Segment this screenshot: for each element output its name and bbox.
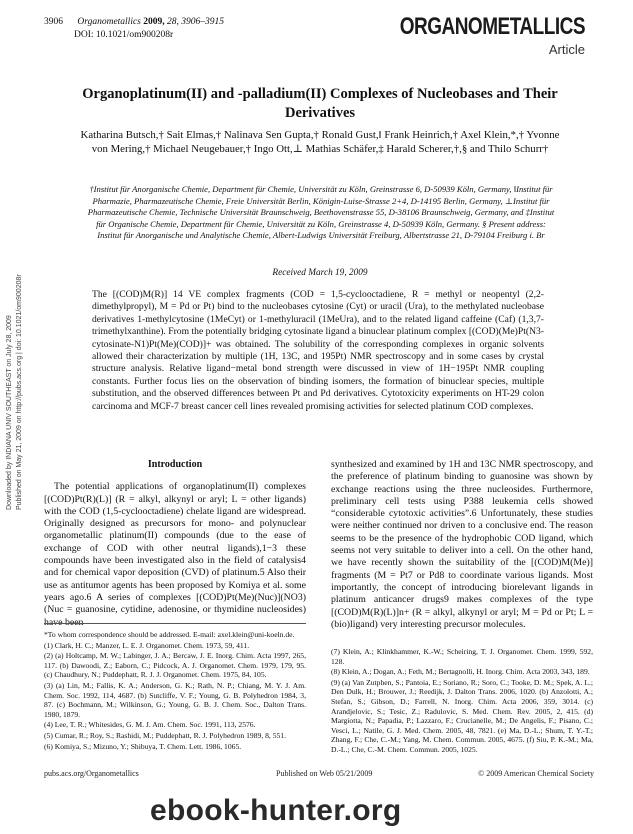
author-list: Katharina Butsch,† Sait Elmas,† Nalinava Sen Gupta,† Ronald Gust,‖ Frank Heinrich,† Axel Klein,*,† Yvonne von Mering,† Michael Neugebauer,† Ingo Ott,⊥ Mathias Schäfer,‡ Harald Scherer,†,§ and Thilo Schurr† [80, 129, 560, 155]
section-heading: Introduction [147, 459, 203, 470]
page-footer [44, 769, 594, 781]
journal-name: Organometallics [77, 17, 141, 27]
article-type: Article [548, 42, 585, 57]
volume-pages: 28, 3906–3915 [167, 17, 225, 27]
footnote[interactable]: (7) Klein, A.; Klinkhammer, K.-W.; Scheiring, T. J. Organomet. Chem. 1999, 592, 128. [331, 647, 593, 666]
download-sidebar [2, 262, 30, 512]
publish-line[interactable]: Published on May 21, 2009 on http://pubs.acs.org | doi: 10.1021/om900208r [16, 274, 23, 510]
footnote[interactable]: (4) Lee, T. R.; Whitesides, G. M. J. Am. Chem. Soc. 1991, 113, 2576. [44, 720, 256, 730]
footnote[interactable]: (5) Cumar, R.; Roy, S.; Rashidi, M.; Puddephatt, R. J. Polyhedron 1989, 8, 551. [44, 730, 286, 740]
received-date: Received March 19, 2009 [272, 268, 368, 278]
watermark-text: ebook-hunter.org [150, 794, 402, 827]
doi[interactable]: DOI: 10.1021/om900208r [74, 30, 174, 40]
intro-paragraph-right: synthesized and examined by 1H and 13C NMR spectroscopy, and the preference of platinum binding to guanosine was shown by exchange reactions using the three nucleosides. Furthermore, preliminary cell tests using P388 leukemia cells showed “considerable cytotoxic activities”.6 Unfortunately, these studies were neither continued nor driven to a conclusive end. The reason seems to be the presence of the hydrophobic COD ligand, which seems not very suitable to deliver into a cell. On the other hand, we have recently shown the suitability of the [(COD)M(Me)] fragments (M = Pt7 or Pd8 to coordinate various ligands. Most importantly, the concept of introducing biorelevant ligands in platinum anticancer drugs9 makes complexes of the type [(COD)M(R)(L)]n+ (R = alkyl, alkynyl or aryl; M = Pd or Pt; L = (bio)ligand) very interesting precursor molecules. [331, 459, 593, 630]
journal-year: 2009, [143, 17, 165, 27]
footnote: (6) Komiya, S.; Mizuno, Y.; Shibuya, T. Chem. Lett. 1986, 1065. [44, 741, 242, 751]
footnote: (8) Klein, A.; Dogan, A.; Feth, M.; Bertagnolli, H. Inorg. Chim. Acta 2003, 343, 189. [331, 667, 590, 677]
running-header [44, 16, 224, 42]
download-line: Downloaded by INDIANA UNIV SOUTHEAST on July 28, 2009 [6, 315, 13, 510]
intro-right-column [331, 459, 593, 631]
journal-logo: ORGANOMETALLICS [399, 14, 585, 41]
affiliations: †Institut für Anorganische Chemie, Department für Chemie, Universität zu Köln, Greinstrasse 6, D-50939 Köln, Germany, ‖Institut für Pharmazie, Pharmazeutische Chemie, Freie Universität Berlin, Königin-Luise-Strasse 2+4, D-14195 Berlin, Germany, ⊥Institut für Pharmazeutische Chemie, Technische Universität Braunschweig, Beethovenstrasse 55, D-38106 Braunschweig, Germany, and ‡Institut für Organische Chemie, Department für Chemie, Universität zu Köln, Greinstrasse 4, D-50939 Köln, Germany. § Present address: Institut für Anorganische und Analytische Chemie, Albert-Ludwigs Universität Freiburg, Albertstrasse 21, D-79104 Freiburg i. Br [87, 184, 555, 240]
intro-paragraph-left: The potential applications of organoplatinum(II) complexes [(COD)Pt(R)(L)] (R = alkyl, alkynyl or aryl; L = other ligands) with the COD (1,5-cyclooctadiene) chelate ligand are widespread. Originally designed as precursors for mono- and polynuclear organometallic platinum(II) compounds (due to the ease of exchange of COD with other neutral ligands),1−3 these compounds have been investigated also in the field of catalysis4 and for chemical vapor deposition (CVD) of platinum.5 Also their use as antitumor agents has been proposed by Komiya et al. some years ago.6 A series of complexes [(COD)Pt(Me)(Nuc)](NO3) (Nuc = guanosine, cytidine, adenosine, or thymidine nucleosides) have been [44, 481, 306, 628]
footnote[interactable]: (1) Clark, H. C.; Manzer, L. E. J. Organomet. Chem. 1973, 59, 411. [44, 640, 250, 650]
footnotes-right [331, 641, 593, 756]
footnotes-left [44, 623, 306, 752]
journal-url[interactable]: pubs.acs.org/Organometallics [44, 769, 139, 778]
footnote[interactable]: *To whom correspondence should be addressed. E-mail: axel.klein@uni-koeln.de. [44, 630, 295, 639]
web-publication-date: Published on Web 05/21/2009 [276, 769, 373, 778]
abstract: The [(COD)M(R)] 14 VE complex fragments (COD = 1,5-cyclooctadiene, R = methyl or neopentyl (2,2-dimethylpropyl), M = Pd or Pt) bind to the nucleobases cytosine (Cyt) or uracil (Ura), to the methylated nucleobase derivatives 1-methylcytosine (1MeCyt) or 1-methyluracil (1MeUra), and to the related ligand caffeine (Caf) (1,3,7-trimethylxanthine). From the potentially bridging cytosinate ligand a binuclear platinum complex [(COD)(Me)Pt(N3-cytosinate-N1)Pt(Me)(COD)]+ was obtained. The solubility of the corresponding complexes in organic solvents allowed their characterization by multiple (1H, 13C, and 195Pt) NMR spectroscopy and in some cases by crystal structure analysis. Relative ligand−metal bond strength were discussed in view of 1H−195Pt NMR coupling constants. Further focus lies on the observation of binding isomers, the formation of binuclear species, multiple substitution, and the observed differences between Pt and Pd derivatives. Cytotoxicity experiments on HT-29 colon carcinoma and MCF-7 breast cancer cell lines revealed promising activities for selected platinum COD complexes. [92, 289, 544, 412]
page-number: 3906 [44, 17, 63, 27]
footnote[interactable]: (3) (a) Lin, M.; Fallis, K. A.; Anderson, G. K.; Rath, N. P.; Chiang, M. Y. J. Am. Chem. Soc. 1992, 114, 4687. (b) Sutcliffe, V. F.; Young, G. B. Polyhedron 1984, 3, 87. (c) Bochmann, M.; Wilkinson, G.; Young, G. B. J. Chem. Soc., Dalton Trans. 1980, 1879. [44, 680, 306, 719]
journal-brand [400, 14, 585, 57]
footnote[interactable]: (2) (a) Holtcamp, M. W.; Labinger, J. A.; Bercaw, J. E. Inorg. Chim. Acta 1997, 265, 117. (b) Dawoodi, Z.; Eaborn, C.; Pidcock, A. J. Organomet. Chem. 1979, 179, 95. (c) Chaudhury, N.; Puddephatt, R. J. J. Organomet. Chem. 1975, 84, 105. [44, 651, 306, 680]
copyright: © 2009 American Chemical Society [478, 769, 594, 778]
intro-left-column [44, 459, 306, 629]
footnote[interactable]: (9) (a) Van Zutphen, S.; Pantoia, E.; Soriano, R.; Soro, C.; Tooke, D. M.; Spek, A. L.; Den Dulk, H.; Brouwer, J.; Reedijk, J. Dalton Trans. 2006, 1020. (b) Anzolotti, A.; Stefan, S.; Gibson, D.; Farrell, N. Inorg. Chim. Acta 2006, 359, 3014. (c) Arandjelovic, S.; Tesic, Z.; Radulovic, S. Med. Chem. Rev. 2005, 2, 415. (d) Margiotta, N.; Papadia, P.; Lazzaro, F.; Crucianelle, M.; De Angelis, F.; Pisano, C.; Vesci, L.; Natile, G. J. Med. Chem. 2005, 48, 7821. (e) Ma, D.-L.; Shum, T. Y.-T.; Zhang, F.; Che, C.-M.; Yang, M. Chem. Commun. 2005, 4675. (f) Siu, P. K.-M.; Ma, D.-L.; Che, C.-M. Chem. Commun. 2005, 1025. [331, 677, 593, 754]
article-title: Organoplatinum(II) and -palladium(II) Complexes of Nucleobases and Their Derivatives [82, 86, 558, 121]
